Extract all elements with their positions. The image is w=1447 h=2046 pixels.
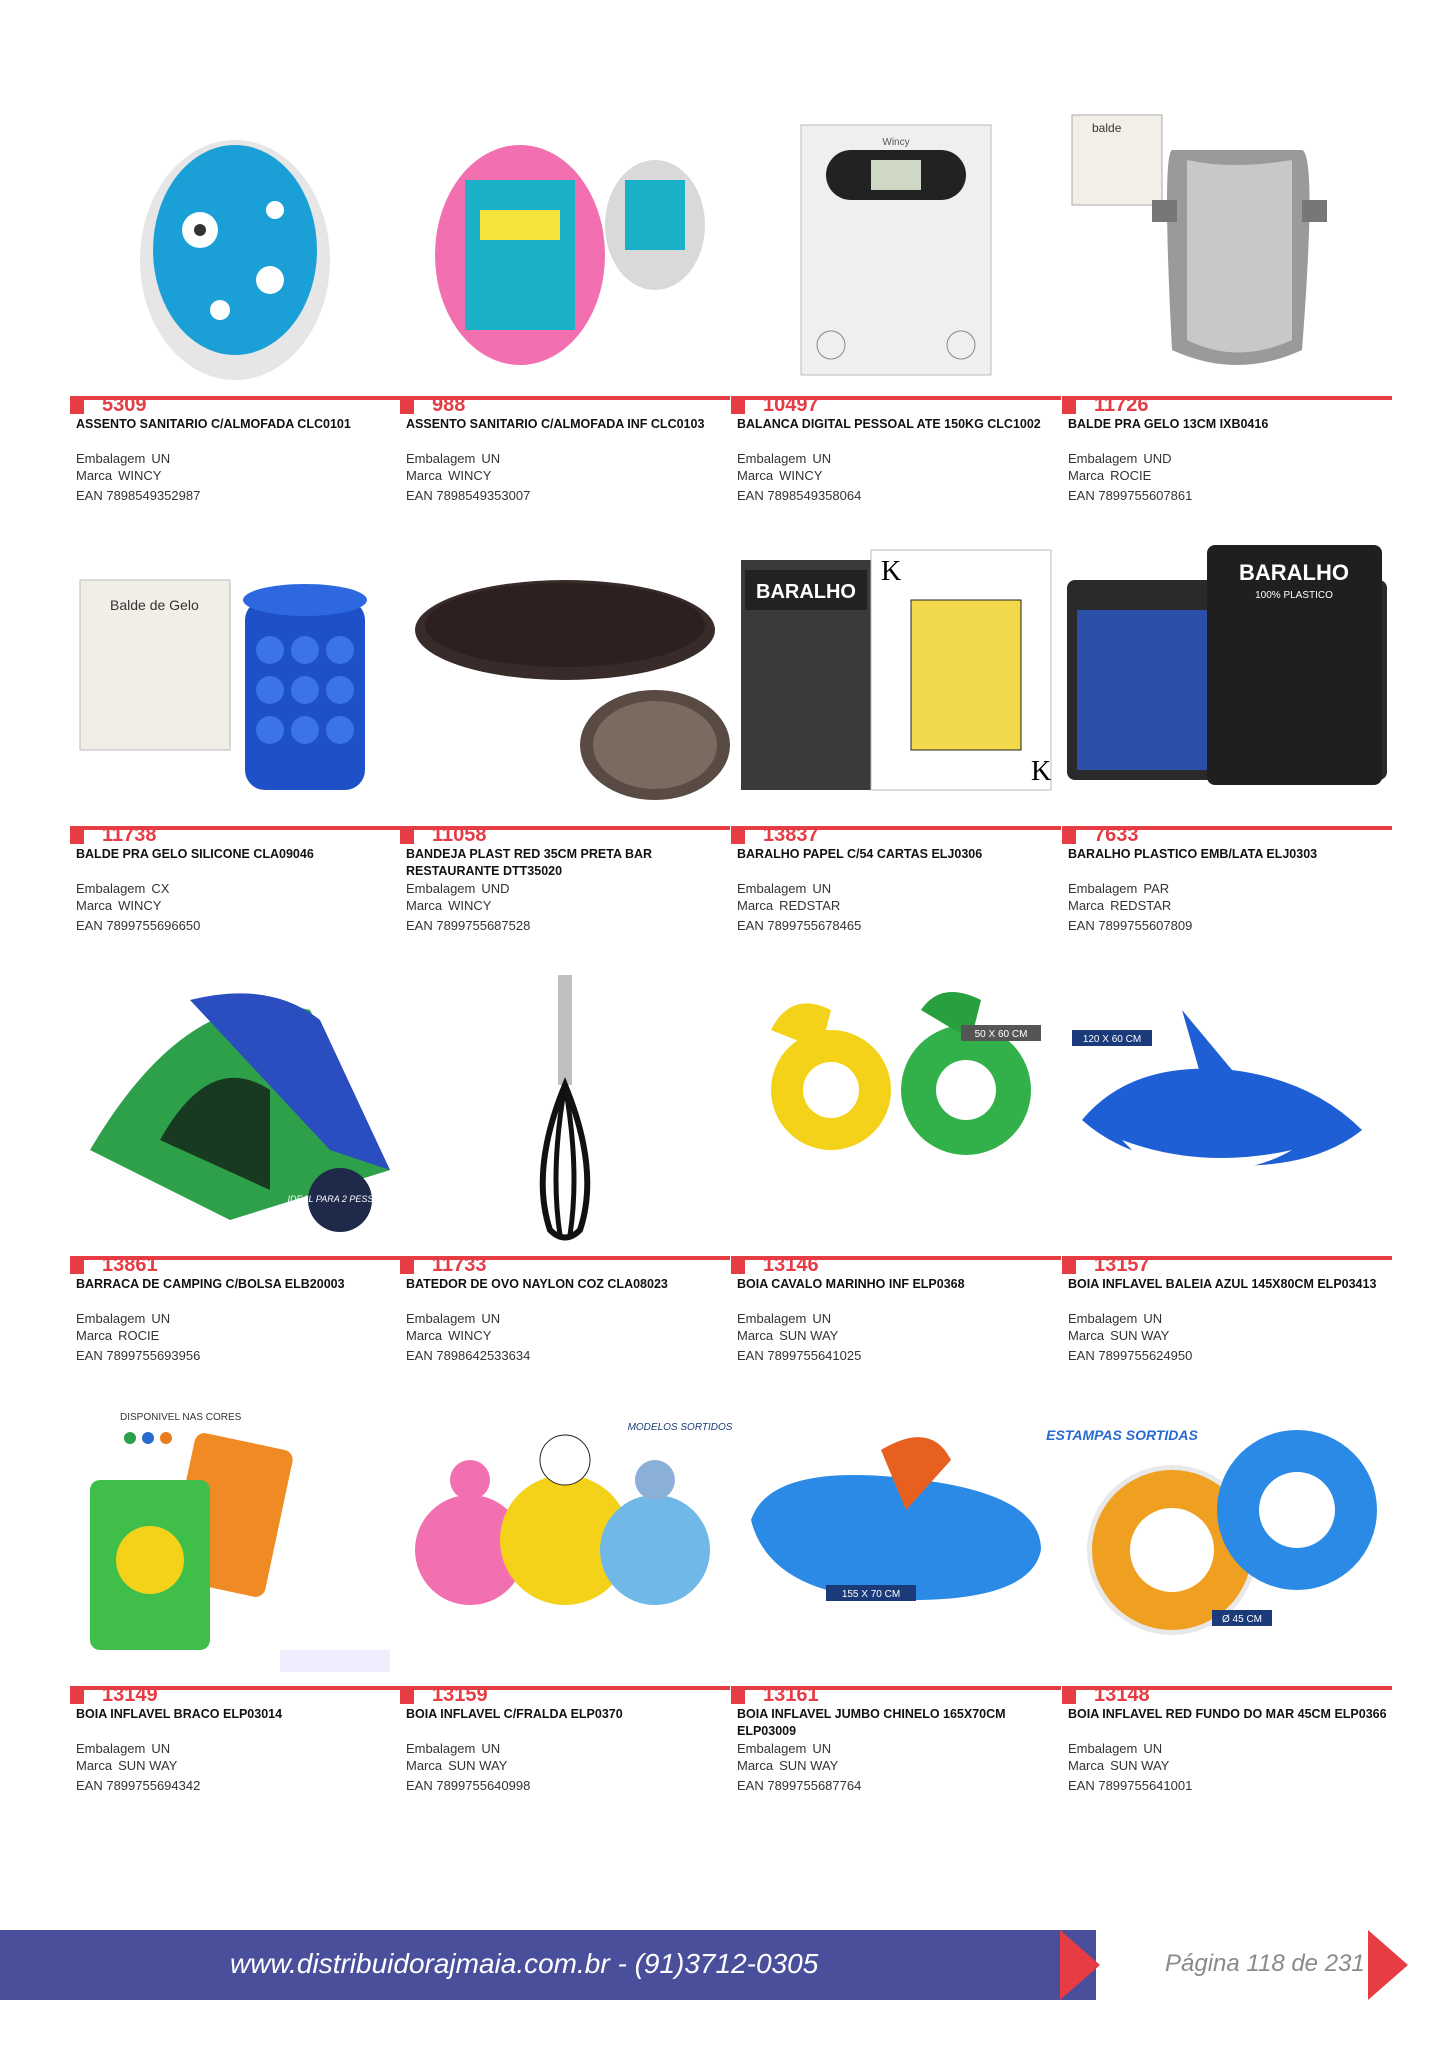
svg-text:120 X 60 CM: 120 X 60 CM <box>1082 1034 1142 1045</box>
brand-label: Marca <box>737 1758 774 1773</box>
svg-text:DISPONIVEL NAS CORES: DISPONIVEL NAS CORES <box>120 1412 242 1423</box>
ean-code: EAN 7899755694342 <box>76 1778 201 1793</box>
product-code: 13148 <box>1094 1684 1150 1706</box>
toilet-seat-icon[interactable] <box>70 110 400 388</box>
product-card[interactable] <box>731 110 1061 540</box>
brand-label: Marca <box>406 1758 443 1773</box>
brand-label: Marca <box>737 898 774 913</box>
packaging-value: UN <box>812 1741 832 1756</box>
product-name: BARALHO PLASTICO EMB/LATA ELJ0303 <box>1068 847 1318 861</box>
product-name: BOIA CAVALO MARINHO INF ELP0368 <box>737 1277 965 1291</box>
packaging-label: Embalagem <box>76 1311 146 1326</box>
brand-line <box>1068 467 1388 484</box>
seahorse-float-icon[interactable] <box>731 970 1061 1248</box>
red-marker-icon <box>400 830 414 844</box>
svg-text:50 X 60 CM: 50 X 60 CM <box>974 1029 1028 1040</box>
product-name: ASSENTO SANITARIO C/ALMOFADA CLC0101 <box>76 417 351 431</box>
brand-label: Marca <box>76 1758 113 1773</box>
packaging-label: Embalagem <box>76 451 146 466</box>
brand-label: Marca <box>406 898 443 913</box>
footer-website[interactable]: www.distribuidorajmaia.com.br - (91)3712-0305 <box>230 1948 819 1979</box>
brand-value: WINCY <box>779 468 823 483</box>
brand-value: WINCY <box>118 468 162 483</box>
product-info <box>406 1276 726 1364</box>
red-marker-icon <box>70 1690 84 1704</box>
ean-code: EAN 7899755607809 <box>1068 918 1193 933</box>
packaging-line <box>76 880 396 897</box>
red-marker-icon <box>731 1260 745 1274</box>
product-info <box>1068 1276 1388 1364</box>
packaging-label: Embalagem <box>737 881 807 896</box>
product-code: 7633 <box>1094 824 1139 846</box>
whale-float-icon[interactable] <box>1062 970 1392 1248</box>
product-info <box>1068 416 1388 504</box>
ean-code: EAN 7898642533634 <box>406 1348 531 1363</box>
product-card[interactable] <box>70 1400 400 1830</box>
baby-float-icon[interactable] <box>400 1400 733 1678</box>
product-info <box>76 416 396 504</box>
packaging-value: UN <box>481 1311 501 1326</box>
packaging-value: UN <box>812 881 832 896</box>
brand-value: WINCY <box>448 468 492 483</box>
brand-value: WINCY <box>448 1328 492 1343</box>
product-info <box>76 1276 396 1364</box>
product-code: 988 <box>432 394 466 416</box>
product-name: BALANCA DIGITAL PESSOAL ATE 150KG CLC1002 <box>737 417 1041 431</box>
packaging-line <box>406 450 726 467</box>
packaging-value: UND <box>1143 451 1172 466</box>
brand-label: Marca <box>406 468 443 483</box>
packaging-value: UND <box>481 881 510 896</box>
kids-toilet-seat-icon[interactable] <box>400 110 730 388</box>
brand-label: Marca <box>1068 1758 1105 1773</box>
product-card[interactable] <box>400 970 730 1400</box>
brand-line <box>737 1327 1057 1344</box>
product-card[interactable] <box>1062 110 1392 540</box>
brand-line <box>76 1757 396 1774</box>
product-code: 11726 <box>1094 394 1149 416</box>
brand-value: SUN WAY <box>1110 1758 1170 1773</box>
product-name: ASSENTO SANITARIO C/ALMOFADA INF CLC0103 <box>406 417 705 431</box>
product-name: BALDE PRA GELO SILICONE CLA09046 <box>76 847 314 861</box>
brand-value: SUN WAY <box>779 1328 839 1343</box>
ean-code: EAN 7899755693956 <box>76 1348 201 1363</box>
packaging-line <box>406 1310 726 1327</box>
svg-text:balde: balde <box>1092 121 1122 135</box>
brand-value: SUN WAY <box>779 1758 839 1773</box>
red-marker-icon <box>1062 1690 1076 1704</box>
ean-code: EAN 7899755696650 <box>76 918 201 933</box>
brand-label: Marca <box>737 468 774 483</box>
product-code: 13146 <box>763 1254 819 1276</box>
packaging-line <box>76 1740 396 1757</box>
product-card[interactable] <box>70 970 400 1400</box>
footer <box>0 1930 1447 2000</box>
product-name: BARALHO PAPEL C/54 CARTAS ELJ0306 <box>737 847 983 861</box>
ice-bucket-icon[interactable] <box>1062 110 1392 388</box>
product-code: 13837 <box>763 824 819 846</box>
product-info <box>737 1706 1057 1794</box>
red-marker-icon <box>400 1260 414 1274</box>
packaging-label: Embalagem <box>406 1311 476 1326</box>
product-info <box>737 1276 1057 1364</box>
product-info <box>737 846 1057 934</box>
brand-value: ROCIE <box>118 1328 160 1343</box>
ean-code: EAN 7899755678465 <box>737 918 862 933</box>
ean-code: EAN 7899755687528 <box>406 918 531 933</box>
packaging-value: PAR <box>1143 881 1170 896</box>
product-card[interactable] <box>400 110 730 540</box>
ean-code: EAN 7899755640998 <box>406 1778 531 1793</box>
product-code: 5309 <box>102 394 147 416</box>
packaging-label: Embalagem <box>737 1741 807 1756</box>
product-code: 11733 <box>432 1254 487 1276</box>
svg-text:IDEAL PARA 2 PESSOAS: IDEAL PARA 2 PESSOAS <box>287 1194 393 1204</box>
product-info <box>406 416 726 504</box>
brand-value: WINCY <box>118 898 162 913</box>
packaging-line <box>737 1310 1057 1327</box>
brand-line <box>406 1327 726 1344</box>
packaging-label: Embalagem <box>406 1741 476 1756</box>
packaging-value: UN <box>812 451 832 466</box>
svg-text:ESTAMPAS SORTIDAS: ESTAMPAS SORTIDAS <box>1046 1427 1198 1443</box>
packaging-label: Embalagem <box>406 451 476 466</box>
red-marker-icon <box>731 400 745 414</box>
product-card[interactable] <box>400 1400 733 1830</box>
arm-float-icon[interactable] <box>70 1400 400 1678</box>
packaging-line <box>737 450 1057 467</box>
brand-line <box>1068 1757 1388 1774</box>
product-card[interactable] <box>731 1400 1061 1830</box>
product-code: 13161 <box>763 1684 819 1706</box>
packaging-label: Embalagem <box>1068 1311 1138 1326</box>
packaging-label: Embalagem <box>1068 881 1138 896</box>
product-code: 11058 <box>432 824 487 846</box>
product-name: BANDEJA PLAST RED 35CM PRETA BAR RESTAURANTE DTT35020 <box>406 847 653 878</box>
ean-code: EAN 7899755641025 <box>737 1348 862 1363</box>
brand-label: Marca <box>76 1328 113 1343</box>
chevron-right-icon <box>1060 1930 1100 2000</box>
product-card[interactable] <box>1062 540 1392 970</box>
packaging-value: UN <box>1143 1311 1163 1326</box>
ean-code: EAN 7898549352987 <box>76 488 201 503</box>
product-info <box>1068 1706 1388 1794</box>
tent-icon[interactable] <box>70 970 400 1248</box>
brand-line <box>737 467 1057 484</box>
svg-text:100% PLASTICO: 100% PLASTICO <box>1255 590 1333 601</box>
packaging-label: Embalagem <box>76 1741 146 1756</box>
red-marker-icon <box>400 400 414 414</box>
product-name: BOIA INFLAVEL BRACO ELP03014 <box>76 1707 283 1721</box>
product-code: 10497 <box>763 394 819 416</box>
brand-value: REDSTAR <box>779 898 841 913</box>
scale-icon[interactable] <box>731 110 1061 388</box>
svg-text:K: K <box>881 556 902 587</box>
packaging-value: UN <box>151 1311 171 1326</box>
packaging-line <box>1068 450 1388 467</box>
product-card[interactable] <box>70 110 400 540</box>
brand-label: Marca <box>1068 468 1105 483</box>
product-code: 11738 <box>102 824 157 846</box>
red-marker-icon <box>731 830 745 844</box>
product-name: BATEDOR DE OVO NAYLON COZ CLA08023 <box>406 1277 668 1291</box>
packaging-label: Embalagem <box>1068 1741 1138 1756</box>
packaging-line <box>406 1740 726 1757</box>
packaging-line <box>1068 1740 1388 1757</box>
brand-label: Marca <box>406 1328 443 1343</box>
svg-text:BARALHO: BARALHO <box>1239 560 1349 585</box>
packaging-value: CX <box>151 881 170 896</box>
packaging-value: UN <box>812 1311 832 1326</box>
packaging-value: UN <box>151 1741 171 1756</box>
brand-line <box>1068 897 1388 914</box>
brand-line <box>76 1327 396 1344</box>
product-name: BALDE PRA GELO 13CM IXB0416 <box>1068 417 1269 431</box>
red-marker-icon <box>1062 400 1076 414</box>
packaging-value: UN <box>481 1741 501 1756</box>
product-code: 13149 <box>102 1684 158 1706</box>
packaging-value: UN <box>481 451 501 466</box>
product-name: BOIA INFLAVEL C/FRALDA ELP0370 <box>406 1707 623 1721</box>
brand-line <box>76 897 396 914</box>
red-marker-icon <box>70 1260 84 1274</box>
packaging-line <box>737 1740 1057 1757</box>
red-marker-icon <box>1062 1260 1076 1274</box>
product-info <box>406 846 726 934</box>
packaging-line <box>76 1310 396 1327</box>
packaging-label: Embalagem <box>1068 451 1138 466</box>
packaging-line <box>1068 1310 1388 1327</box>
cards-tin-icon[interactable] <box>1062 540 1392 818</box>
brand-line <box>406 1757 726 1774</box>
red-marker-icon <box>731 1690 745 1704</box>
svg-text:K: K <box>1031 756 1052 787</box>
brand-line <box>406 467 726 484</box>
red-marker-icon <box>70 830 84 844</box>
product-card[interactable] <box>400 540 730 970</box>
brand-label: Marca <box>1068 898 1105 913</box>
ean-code: EAN 7899755641001 <box>1068 1778 1193 1793</box>
packaging-label: Embalagem <box>76 881 146 896</box>
product-name: BOIA INFLAVEL RED FUNDO DO MAR 45CM ELP0366 <box>1068 1707 1387 1721</box>
ean-code: EAN 7899755607861 <box>1068 488 1193 503</box>
packaging-line <box>76 450 396 467</box>
product-code: 13159 <box>432 1684 488 1706</box>
brand-label: Marca <box>76 898 113 913</box>
brand-value: WINCY <box>448 898 492 913</box>
brand-label: Marca <box>76 468 113 483</box>
ean-code: EAN 7898549353007 <box>406 488 531 503</box>
packaging-value: UN <box>1143 1741 1163 1756</box>
flip-flop-float-icon[interactable] <box>731 1400 1061 1678</box>
packaging-label: Embalagem <box>406 881 476 896</box>
brand-line <box>737 1757 1057 1774</box>
packaging-label: Embalagem <box>737 451 807 466</box>
packaging-line <box>1068 880 1388 897</box>
svg-text:Ø 45 CM: Ø 45 CM <box>1221 1614 1263 1625</box>
packaging-value: UN <box>151 451 171 466</box>
product-card[interactable] <box>731 540 1061 970</box>
brand-label: Marca <box>737 1328 774 1343</box>
product-info <box>76 1706 396 1794</box>
ean-code: EAN 7899755624950 <box>1068 1348 1193 1363</box>
scale-brand-text: Wincy <box>882 137 910 148</box>
brand-line <box>76 467 396 484</box>
brand-line <box>1068 1327 1388 1344</box>
product-code: 13157 <box>1094 1254 1150 1276</box>
brand-value: REDSTAR <box>1110 898 1172 913</box>
product-code: 13861 <box>102 1254 158 1276</box>
product-card[interactable] <box>731 970 1061 1400</box>
brand-value: ROCIE <box>1110 468 1152 483</box>
ring-float-icon[interactable] <box>1046 1400 1392 1678</box>
brand-line <box>406 897 726 914</box>
product-info <box>76 846 396 934</box>
product-card[interactable] <box>70 540 400 970</box>
product-name: BARRACA DE CAMPING C/BOLSA ELB20003 <box>76 1277 345 1291</box>
product-name: BOIA INFLAVEL JUMBO CHINELO 165X70CM ELP03009 <box>737 1707 1006 1738</box>
brand-value: SUN WAY <box>118 1758 178 1773</box>
product-card[interactable] <box>1046 1400 1392 1830</box>
ean-code: EAN 7899755687764 <box>737 1778 862 1793</box>
product-name: BOIA INFLAVEL BALEIA AZUL 145X80CM ELP03413 <box>1068 1277 1377 1291</box>
red-marker-icon <box>70 400 84 414</box>
svg-text:Balde de Gelo: Balde de Gelo <box>110 597 199 613</box>
silicone-ice-bucket-icon[interactable] <box>70 540 400 818</box>
page-number: Página 118 de 231 <box>1165 1950 1365 1977</box>
brand-value: SUN WAY <box>1110 1328 1170 1343</box>
packaging-line <box>737 880 1057 897</box>
svg-text:BARALHO: BARALHO <box>756 581 856 603</box>
product-card[interactable] <box>1062 970 1392 1400</box>
playing-cards-icon[interactable] <box>731 540 1061 818</box>
brand-label: Marca <box>1068 1328 1105 1343</box>
ean-code: EAN 7898549358064 <box>737 488 862 503</box>
red-marker-icon <box>1062 830 1076 844</box>
chevron-right-icon <box>1368 1930 1408 2000</box>
brand-line <box>737 897 1057 914</box>
svg-text:155 X 70 CM: 155 X 70 CM <box>841 1589 901 1600</box>
brand-value: SUN WAY <box>448 1758 508 1773</box>
packaging-label: Embalagem <box>737 1311 807 1326</box>
product-info <box>737 416 1057 504</box>
product-info <box>406 1706 726 1794</box>
whisk-icon[interactable] <box>400 970 730 1248</box>
packaging-line <box>406 880 726 897</box>
tray-icon[interactable] <box>400 540 730 818</box>
product-info <box>1068 846 1388 934</box>
svg-text:MODELOS SORTIDOS: MODELOS SORTIDOS <box>627 1422 733 1433</box>
red-marker-icon <box>400 1690 414 1704</box>
